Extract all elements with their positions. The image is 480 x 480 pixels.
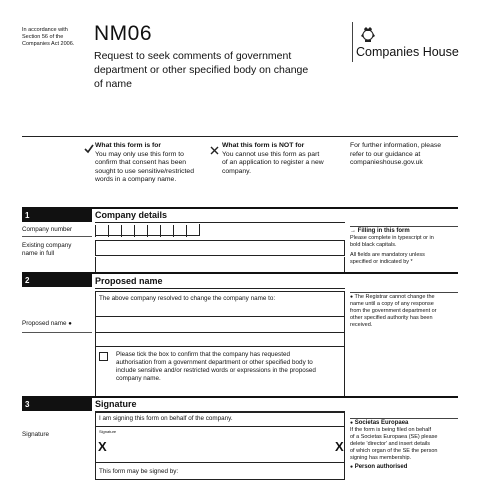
section-3-number: 3 — [22, 398, 92, 411]
legal-reference-line: Section 56 of the — [22, 34, 64, 40]
societas-note-line: If the form is being filed on behalf — [350, 427, 432, 433]
form-code: NM06 — [94, 22, 153, 45]
signature-field[interactable] — [96, 427, 344, 461]
company-number-input[interactable] — [95, 224, 200, 236]
registrar-note-line: name until a copy of any response — [350, 301, 434, 307]
note-filling-line: Please complete in typescript or in — [350, 235, 434, 241]
royal-crest-icon — [358, 24, 378, 44]
societas-note-title: Societas Europaea — [354, 420, 409, 426]
section-1-title: Company details — [95, 210, 168, 220]
note-filling-title: Filling in this form — [357, 228, 410, 234]
form-title-line: department or other specified body on change — [94, 64, 309, 76]
cross-icon — [210, 142, 219, 151]
signature-box-label: Signature — [99, 429, 117, 434]
checkbox-text-line: company name. — [116, 375, 161, 382]
logo-divider — [352, 22, 353, 62]
logo-text: Companies House — [356, 45, 459, 59]
resolved-text: The above company resolved to change the company name to: — [99, 295, 276, 302]
arrow-icon: → — [350, 228, 356, 234]
checkbox-text-line: authorisation from a government department or other specified body to — [116, 359, 313, 366]
signature-x-mark: X — [335, 439, 344, 454]
further-info-line: refer to our guidance at — [350, 150, 421, 158]
section-2-number: 2 — [22, 274, 92, 287]
form-title-line: Request to seek comments of government — [94, 50, 292, 62]
signature-label: Signature — [22, 431, 49, 438]
registrar-note-line: The Registrar cannot change the — [354, 294, 435, 300]
info-for-line: sought to use sensitive/restricted — [95, 167, 194, 175]
existing-name-input-2[interactable] — [95, 257, 345, 273]
societas-note-line: of a Societas Europaea (SE) please — [350, 434, 438, 440]
note-marker-icon: ● — [68, 321, 72, 327]
confirm-checkbox[interactable] — [99, 352, 108, 361]
note-marker-icon: ● — [350, 420, 354, 426]
note-marker-icon: ● — [350, 464, 354, 470]
checkmark-icon — [84, 141, 94, 151]
note-mandatory-line: All fields are mandatory unless — [350, 252, 425, 258]
societas-note-line: of which organ of the SE the person — [350, 448, 438, 454]
form-title-line: of name — [94, 78, 132, 90]
section-1-number: 1 — [22, 209, 92, 222]
info-not-for-line: of an application to register a new — [222, 159, 324, 167]
company-number-label: Company number — [22, 226, 73, 233]
checkbox-text-line: Please tick the box to confirm that the company has requested — [116, 351, 290, 358]
proposed-name-label: Proposed name — [22, 320, 67, 327]
info-not-for-line: company. — [222, 167, 251, 175]
societas-note-line: delete 'director' and insert details — [350, 441, 431, 447]
info-not-for-title: What this form is NOT for — [222, 142, 305, 149]
further-info-link[interactable]: companieshouse.gov.uk — [350, 159, 423, 167]
checkbox-text-line: include sensitive and/or restricted words or expressions in the proposed — [116, 367, 316, 374]
info-for-line: words in a company name. — [95, 176, 177, 184]
section-3-title: Signature — [95, 399, 137, 409]
signing-text: I am signing this form on behalf of the company. — [99, 415, 233, 422]
societas-note-line: signing has membership. — [350, 455, 412, 461]
person-authorised-title: Person authorised — [354, 464, 408, 470]
note-mandatory-line: specified or indicated by * — [350, 259, 413, 265]
existing-name-label: name in full — [22, 250, 55, 257]
further-info-line: For further information, please — [350, 142, 442, 149]
registrar-note-line: received. — [350, 322, 373, 328]
proposed-name-input[interactable] — [96, 317, 344, 345]
legal-reference-line: Companies Act 2006. — [22, 41, 75, 47]
signature-x-mark: X — [98, 439, 107, 454]
legal-reference-line: In accordance with — [22, 27, 68, 33]
existing-name-label: Existing company — [22, 242, 72, 249]
registrar-note-line: other specified authority has been — [350, 315, 433, 321]
existing-name-input-1[interactable] — [95, 240, 345, 256]
note-marker-icon: ● — [350, 294, 354, 300]
info-for-title: What this form is for — [95, 142, 162, 149]
may-be-signed-text: This form may be signed by: — [99, 468, 179, 475]
registrar-note-line: from the government department or — [350, 308, 437, 314]
section-2-title: Proposed name — [95, 276, 163, 286]
note-filling-line: bold black capitals. — [350, 242, 397, 248]
info-for-line: You may only use this form to — [95, 150, 184, 158]
info-for-line: confirm that consent has been — [95, 159, 187, 167]
info-not-for-line: You cannot use this form as part — [222, 150, 320, 158]
